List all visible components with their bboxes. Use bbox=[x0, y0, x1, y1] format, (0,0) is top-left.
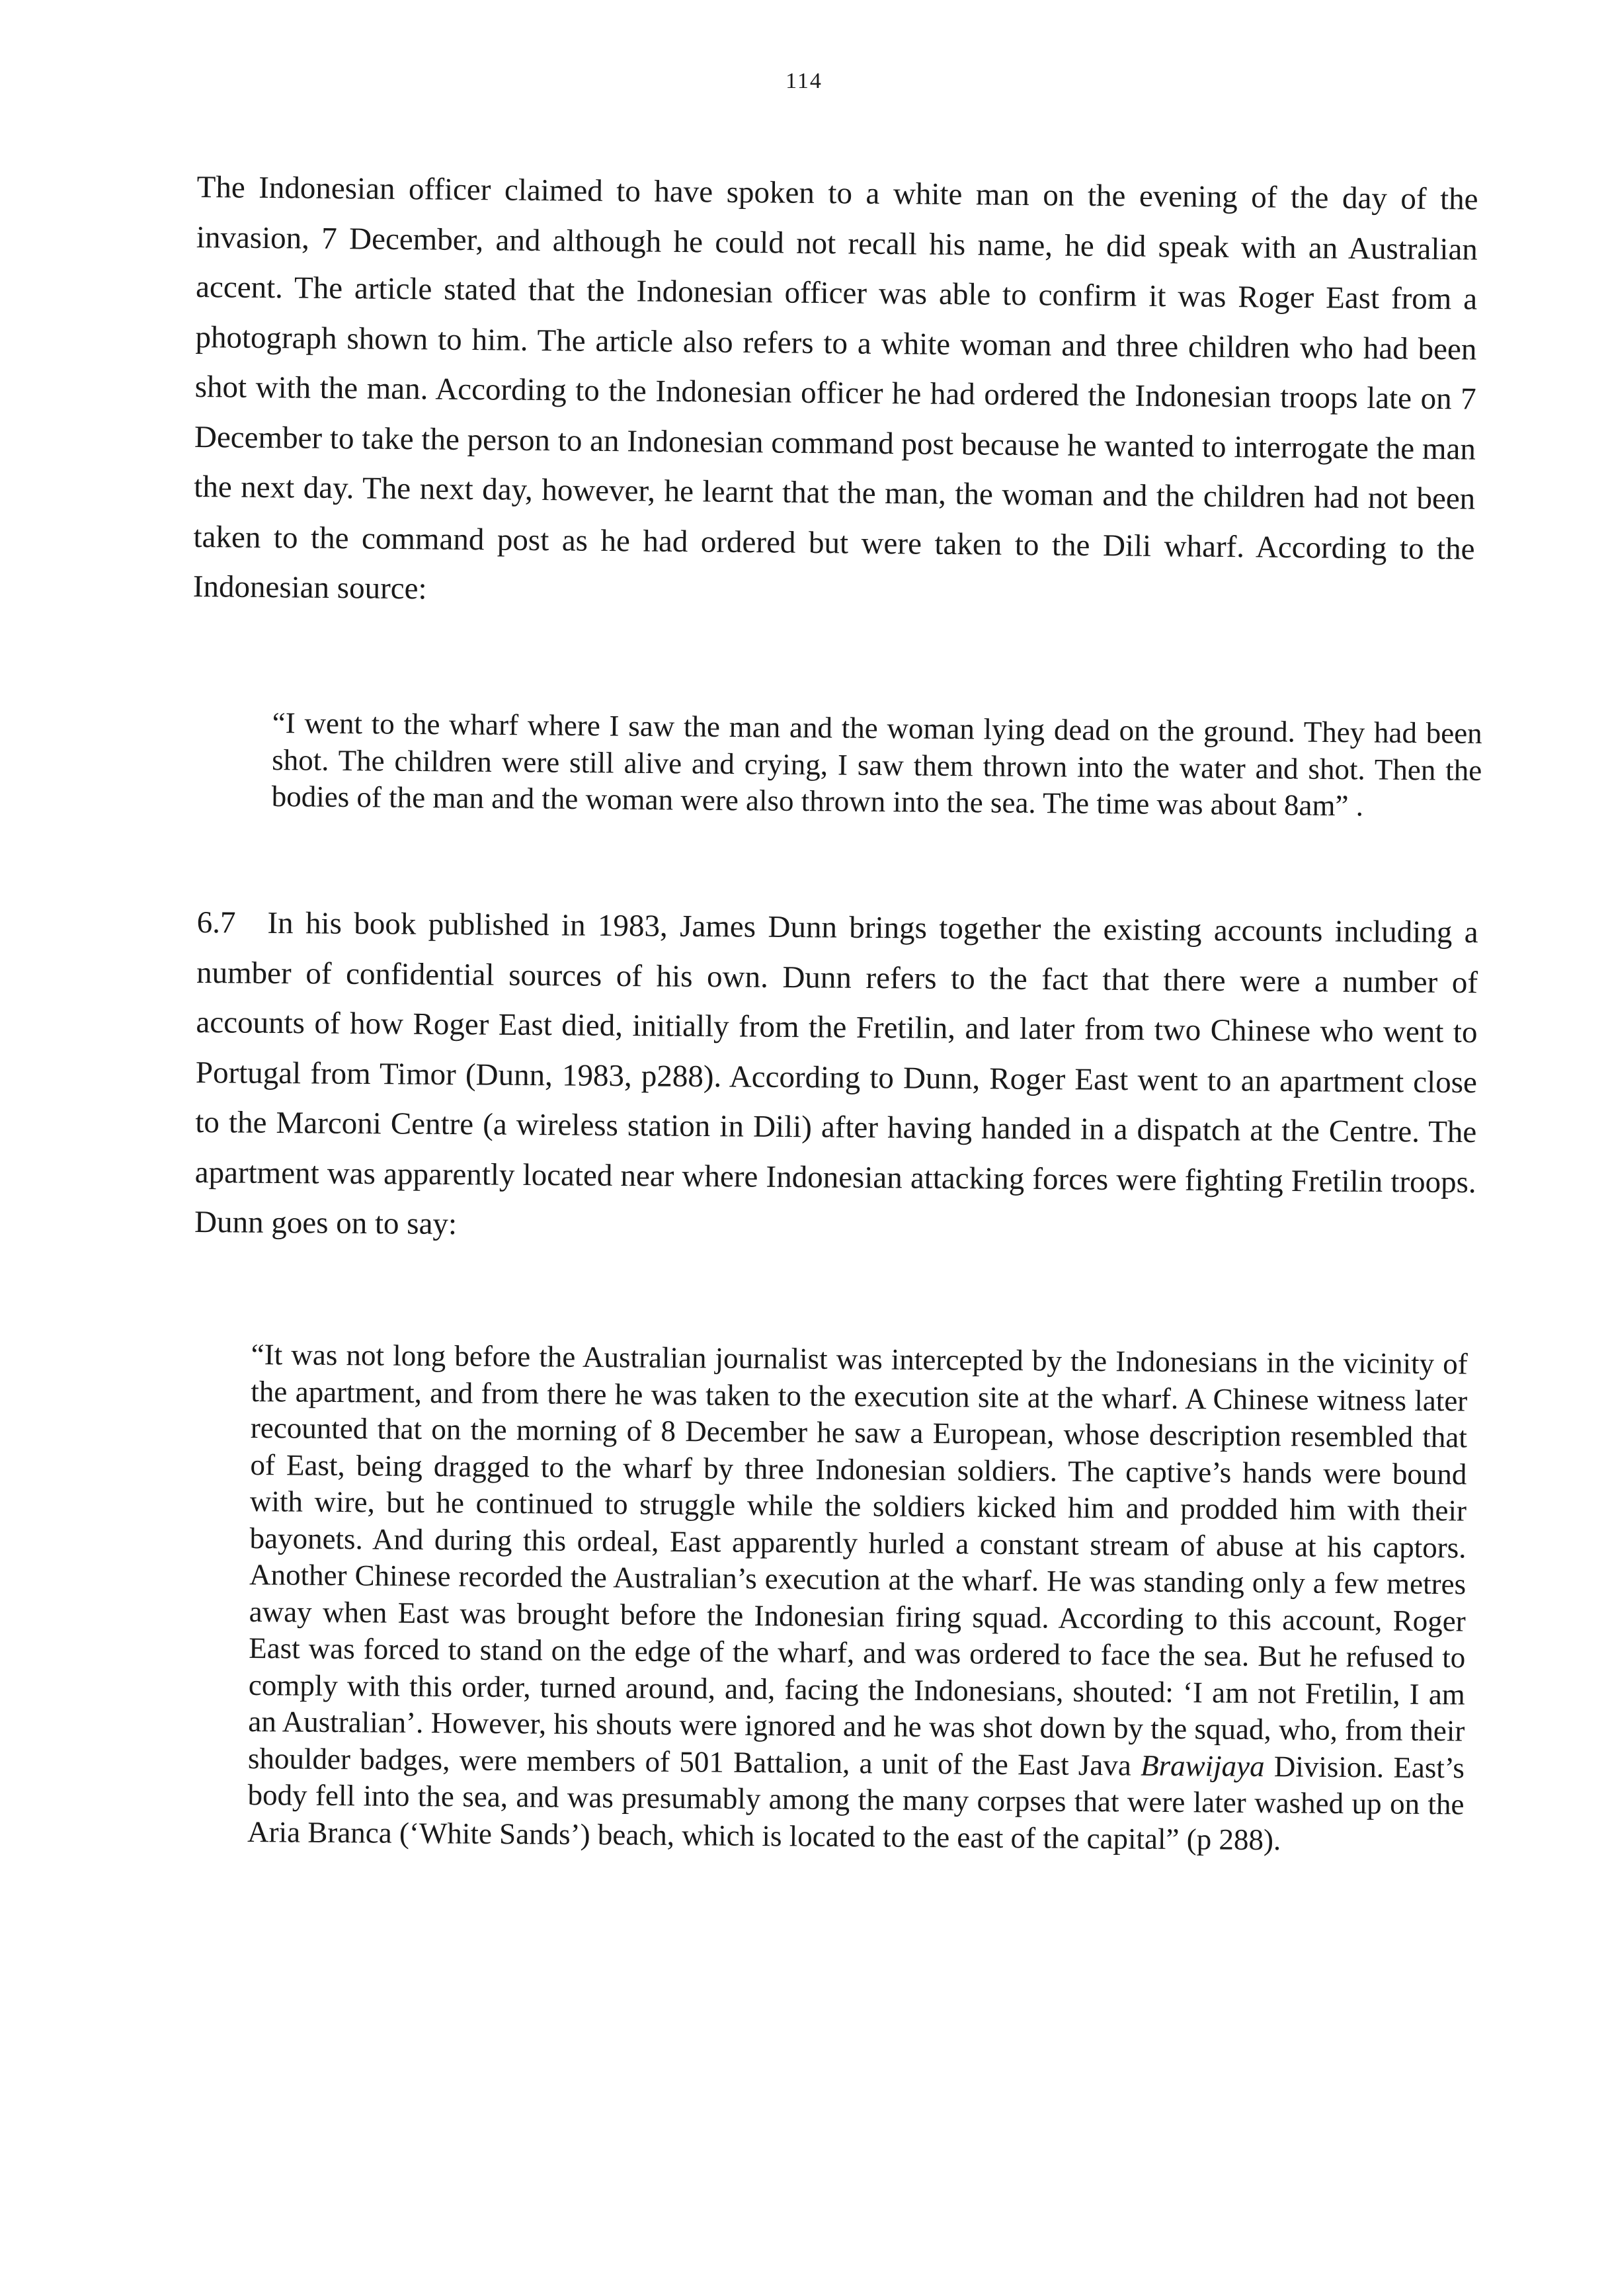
quote-italic-text: Brawijaya bbox=[1140, 1748, 1265, 1783]
paragraph-number: 6.7 bbox=[196, 905, 236, 940]
numbered-paragraph bbox=[194, 898, 1478, 1258]
body-paragraph: The Indonesian officer claimed to have spoken to a white man on the evening of the day of the invasion, 7 December, and although he could not recall his name, he did speak with an Australian accent. The article stated that the Indonesian officer was able to confirm it was Roger East from a photograph shown to him. The article also refers to a white woman and three children who had been shot with the man. According to the Indonesian officer he had ordered the Indonesian troops late on 7 December to take the person to an Indonesian command post because he wanted to interrogate the man the next day. The next day, however, he learnt that the man, the woman and the children had not been taken to the command post as he had ordered but were taken to the Dili wharf. According to the Indonesian source: bbox=[192, 169, 1478, 606]
page-number: 114 bbox=[785, 69, 823, 93]
quote-text: Division. East’s body fell into the sea, and was presumably among the many corpses that were later washed up on the Aria Branca (‘White Sands’) beach, which is located to the east of the capital” (p 288). bbox=[247, 1749, 1465, 1856]
paragraph-text: In his book published in 1983, James Dunn brings together the existing accounts including a number of confidential sources of his own. Dunn refers to the fact that there were a number of accounts of how Roger East died, initially from the Fretilin, and later from two Chinese who went to Portugal from Timor (Dunn, 1983, p288). According to Dunn, Roger East went to an apartment close to the Marconi Centre (a wireless station in Dili) after having handed in a dispatch at the Centre. The apartment was apparently located near where Indonesian attacking forces were fighting Fretilin troops. Dunn goes on to say: bbox=[194, 905, 1478, 1242]
block-quote: “I went to the wharf where I saw the man and the woman lying dead on the ground. They had been shot. The children were still alive and crying, I saw them thrown into the water and shot. Then the bodies of the man and the woman were also thrown into the sea. The time was about 8am” . bbox=[271, 706, 1482, 823]
block-quote bbox=[247, 1336, 1468, 1860]
quote-text: “It was not long before the Australian journalist was intercepted by the Indonesians in the vicinity of the apartment, and from there he was taken to the execution site at the wharf. A Chinese witness later recounted that on the morning of 8 December he saw a European, whose description resembled that of East, being dragged to the wharf by three Indonesian soldiers. The captive’s hands were bound with wire, but he continued to struggle while the soldiers kicked him and prodded him with their bayonets. And during this ordeal, East apparently hurled a constant stream of abuse at his captors. Another Chinese recorded the Australian’s execution at the wharf. He was standing only a few metres away when East was brought before the Indonesian firing squad. According to this account, Roger East was forced to stand on the edge of the wharf, and was ordered to face the sea. But he refused to comply with this order, turned around, and, facing the Indonesians, shouted: ‘I am not Fretilin, I am an Australian’. However, his shouts were ignored and he was shot down by the squad, who, from their shoulder badges, were members of 501 Battalion, a unit of the East Java bbox=[247, 1337, 1468, 1782]
